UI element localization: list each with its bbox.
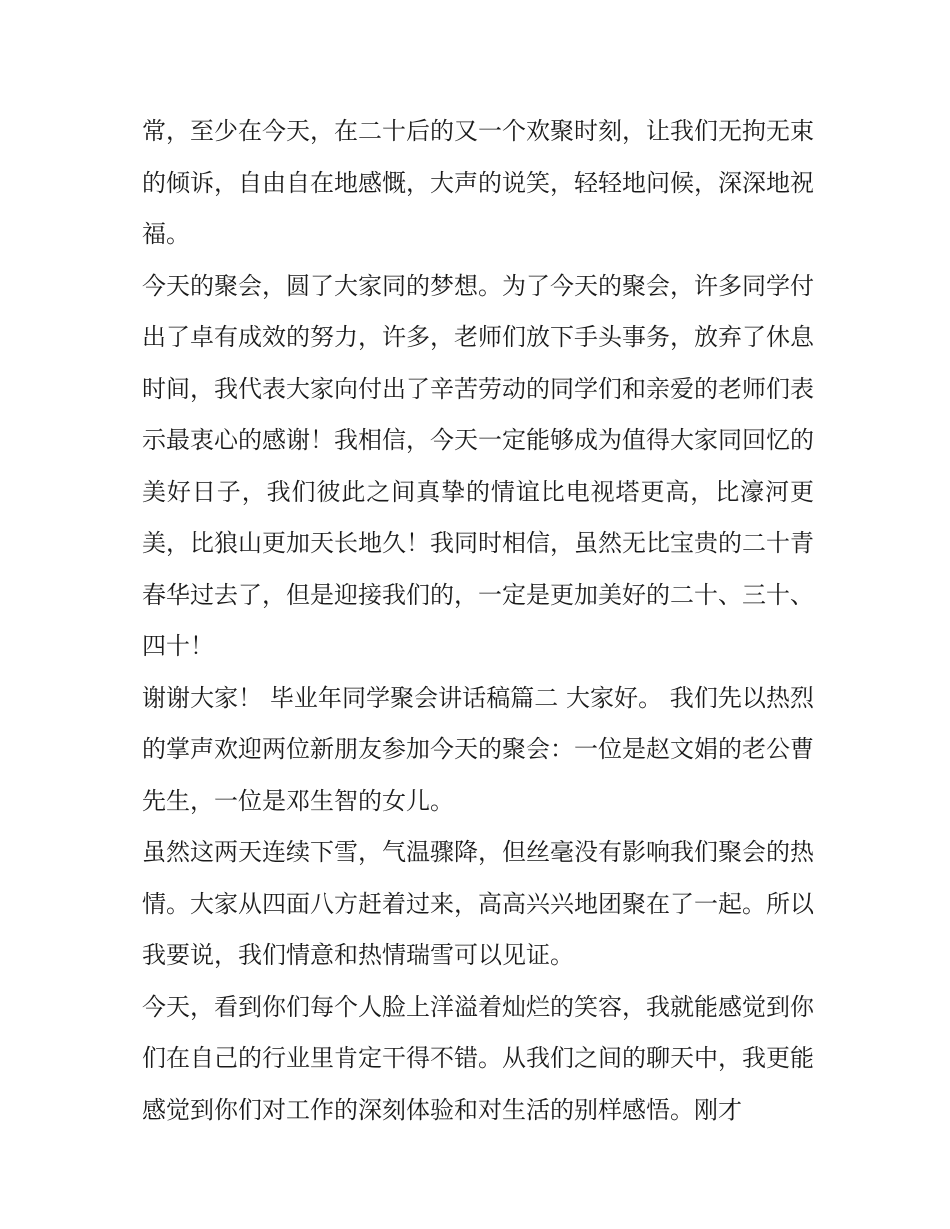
paragraph-1: 常，至少在今天，在二十后的又一个欢聚时刻，让我们无拘无束的倾诉，自由自在地感慨，大声的说笑，轻轻地问候，深深地祝福。 [142, 117, 814, 248]
paragraph-2: 今天的聚会，圆了大家同的梦想。为了今天的聚会，许多同学付出了卓有成效的努力，许多，老师们放下手头事务，放弃了休息时间，我代表大家向付出了辛苦劳动的同学们和亲爱的老师们表示最衷心的感谢！我相信，今天一定能够成为值得大家同回忆的美好日子，我们彼此之间真挚的情谊比电视塔更高，比濠河更美，比狼山更加天长地久！我同时相信，虽然无比宝贵的二十青春华过去了，但是迎接我们的，一定是更加美好的二十、三十、四十！ [142, 271, 814, 660]
paragraph-5: 今天，看到你们每个人脸上洋溢着灿烂的笑容，我就能感觉到你们在自己的行业里肯定干得不错。从我们之间的聊天中，我更能感觉到你们对工作的深刻体验和对生活的别样感悟。刚才 [142, 992, 814, 1124]
document-body [142, 106, 814, 1136]
paragraph-3: 谢谢大家！ 毕业年同学聚会讲话稿篇二 大家好。 我们先以热烈的掌声欢迎两位新朋友参加今天的聚会：一位是赵文娟的老公曹先生，一位是邓生智的女儿。 [142, 683, 814, 815]
paragraph-4: 虽然这两天连续下雪，气温骤降，但丝毫没有影响我们聚会的热情。大家从四面八方赶着过来，高高兴兴地团聚在了一起。所以我要说，我们情意和热情瑞雪可以见证。 [142, 838, 814, 969]
